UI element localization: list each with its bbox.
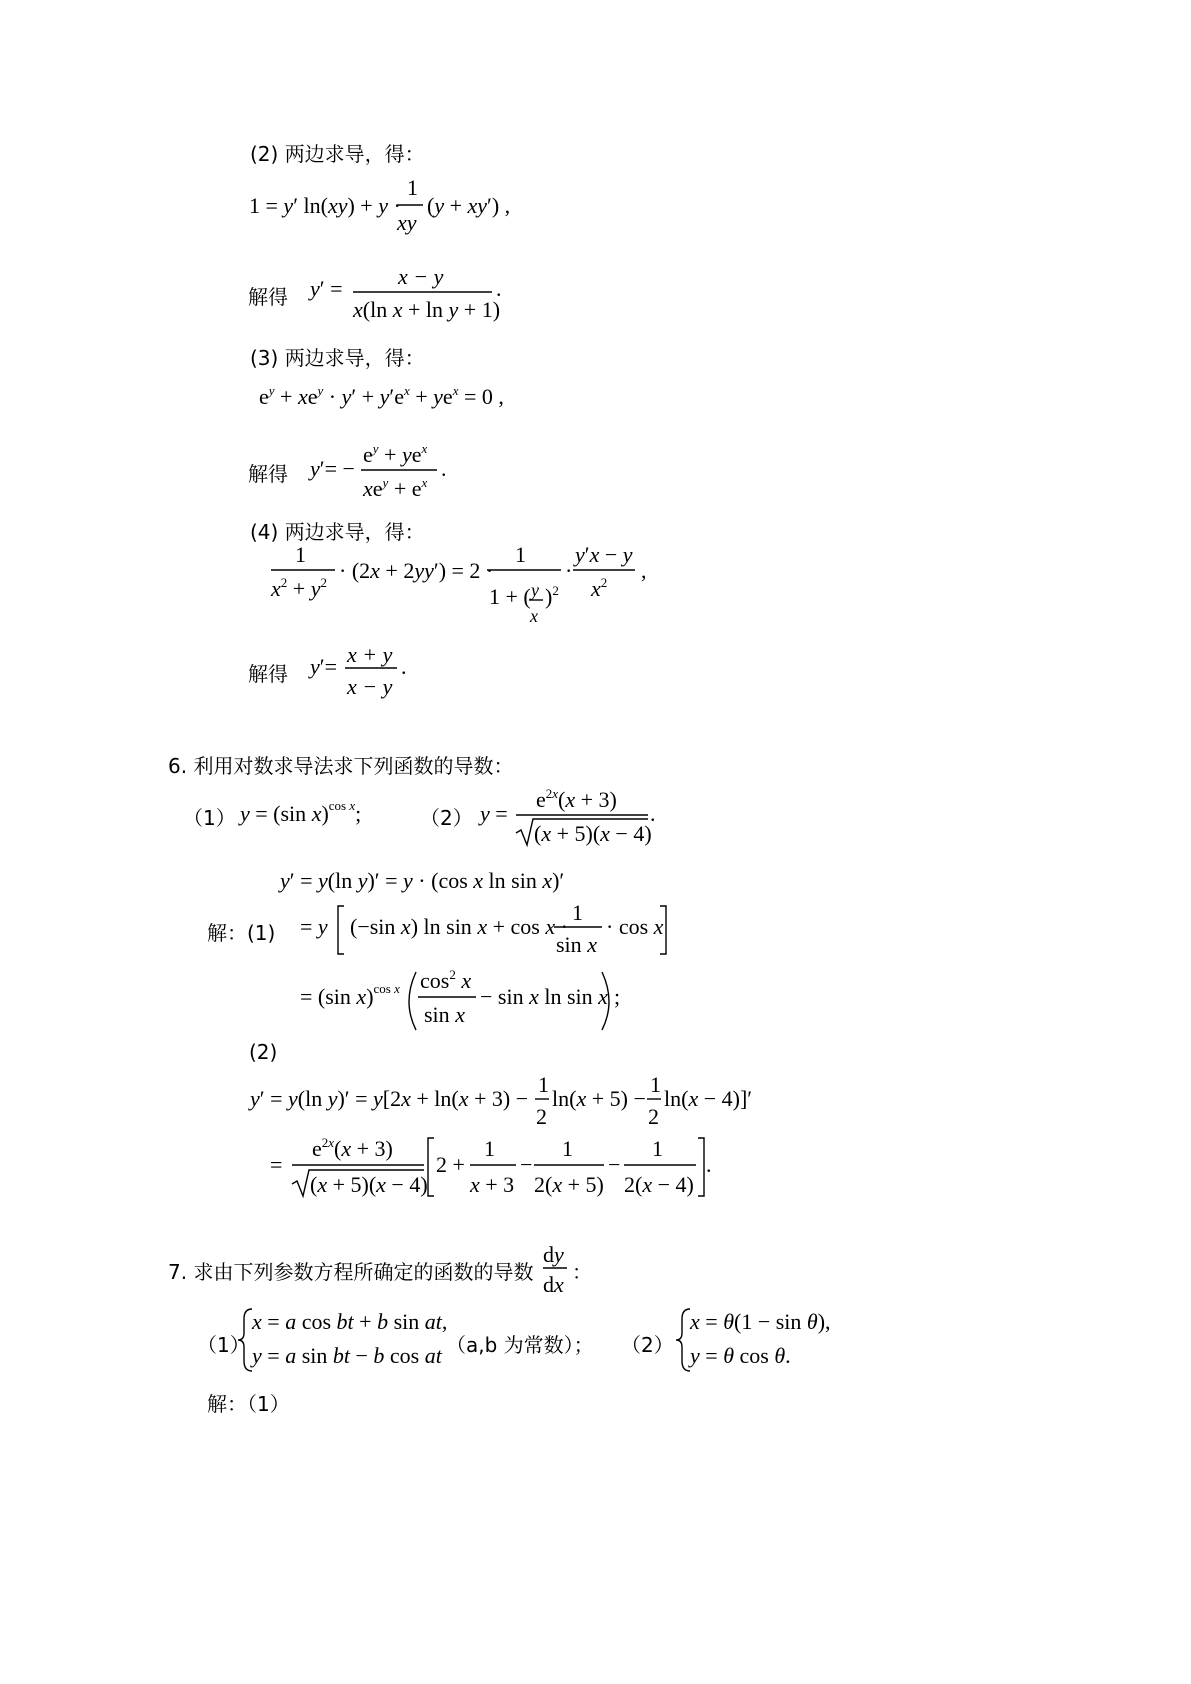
svg-text:· cos x: · cos x bbox=[606, 914, 664, 939]
svg-text:(−sin x) ln sin x + cos x ·: (−sin x) ln sin x + cos x · bbox=[350, 914, 568, 939]
dydx-fraction bbox=[541, 1240, 571, 1298]
svg-text:(y + xy′) ,: (y + xy′) , bbox=[427, 193, 511, 218]
svg-text:y′x − y: y′x − y bbox=[575, 542, 633, 567]
svg-text:dx: dx bbox=[543, 1272, 564, 1297]
svg-text:x − y: x − y bbox=[347, 674, 393, 699]
svg-text:2(x + 5): 2(x + 5) bbox=[534, 1172, 604, 1197]
svg-text:2 +: 2 + bbox=[436, 1152, 465, 1177]
svg-text:1: 1 bbox=[650, 1072, 661, 1097]
svg-text:x = θ(1 − sin θ),: x = θ(1 − sin θ), bbox=[690, 1309, 831, 1334]
sec6-solution-2-line-1 bbox=[246, 1072, 766, 1134]
svg-text:1: 1 bbox=[515, 542, 526, 567]
svg-text:.: . bbox=[441, 456, 447, 481]
sec7-solution-label: 解：（1） bbox=[207, 1392, 290, 1416]
svg-text:;: ; bbox=[614, 984, 621, 1009]
svg-text:dy: dy bbox=[543, 1242, 564, 1267]
sec6-item-2-label: （2） bbox=[420, 806, 473, 830]
svg-text:1 = y′ ln(xy) + y ·: 1 = y′ ln(xy) + y · bbox=[249, 193, 401, 218]
solve-label-2: 解得 bbox=[248, 285, 288, 309]
svg-text:1: 1 bbox=[484, 1136, 495, 1161]
svg-text:x: x bbox=[530, 606, 538, 626]
svg-text:x(ln x + ln y + 1): x(ln x + ln y + 1) bbox=[353, 297, 501, 322]
svg-text:.: . bbox=[401, 654, 407, 679]
svg-text:x − y: x − y bbox=[398, 264, 444, 289]
sec7-item-1-label: （1） bbox=[197, 1333, 250, 1357]
svg-text:e2x(x + 3): $e^{2x}(x + 3)$ bbox=[312, 1135, 393, 1161]
svg-text:y = θ cos θ.: y = θ cos θ. bbox=[690, 1343, 791, 1368]
solution-part-4 bbox=[305, 638, 425, 704]
svg-text:1 + (: 1 + ( bbox=[489, 584, 531, 609]
part-3-label: (3) 两边求导，得： bbox=[250, 346, 425, 370]
svg-text:ey + yex: $e^y + ye^x$ bbox=[363, 441, 428, 467]
svg-text:−: − bbox=[608, 1152, 621, 1177]
sec6-solution-1-line-2 bbox=[296, 896, 676, 962]
sec7-item-1-note: （a,b 为常数）； bbox=[446, 1333, 594, 1357]
svg-text:2: 2 bbox=[648, 1104, 659, 1129]
svg-text:x = a cos bt + b sin at,: x = a cos bt + b sin at, bbox=[252, 1309, 448, 1334]
svg-text:(x + 5)(x − 4): (x + 5)(x − 4) bbox=[534, 821, 652, 846]
solution-part-2 bbox=[305, 262, 515, 328]
svg-text:1: 1 bbox=[538, 1072, 549, 1097]
svg-text:·: · bbox=[565, 558, 573, 583]
svg-text:x2: $x^2$ bbox=[591, 575, 608, 601]
sec6-solution-1-line-3 bbox=[296, 964, 636, 1034]
svg-text:=: = bbox=[270, 1152, 283, 1177]
sec7-item-2-label: （2） bbox=[621, 1333, 674, 1357]
part-4-label: (4) 两边求导，得： bbox=[250, 520, 425, 544]
svg-text:xey + ex: $xe^y + e^x$ bbox=[363, 475, 428, 501]
svg-text:cos2 x: $\cos^2 x$ bbox=[420, 967, 472, 993]
svg-text:x + y: x + y bbox=[347, 642, 393, 667]
svg-text:.: . bbox=[650, 801, 656, 826]
sec6-item-1-label: （1） bbox=[183, 806, 236, 830]
svg-text:ln(x + 5) −: ln(x + 5) − bbox=[552, 1086, 646, 1111]
svg-text:sin x: sin x bbox=[424, 1002, 465, 1027]
svg-text:x + 3: x + 3 bbox=[470, 1172, 515, 1197]
svg-text:y =: y = bbox=[480, 801, 508, 826]
svg-text:sin x: sin x bbox=[556, 932, 597, 957]
svg-text:x2 + y2: $x^2 + y^2$ bbox=[271, 575, 327, 601]
sec6-solution-label: 解：(1) bbox=[207, 921, 276, 945]
svg-text:)2: )$^2$ bbox=[545, 583, 559, 609]
section-7-heading-suffix: ： bbox=[572, 1260, 592, 1284]
sec7-item-1-system bbox=[236, 1305, 446, 1375]
svg-text:y = (sin x)cos x;: y = (sin x)$^{cos x}$; bbox=[240, 798, 362, 826]
svg-text:1: 1 bbox=[407, 175, 418, 200]
solution-part-3 bbox=[305, 438, 465, 504]
svg-text:.: . bbox=[496, 276, 502, 301]
solve-label-3: 解得 bbox=[248, 462, 288, 486]
svg-text:y: y bbox=[531, 580, 539, 600]
svg-text:e2x(x + 3): $e^{2x}(x + 3)$ bbox=[536, 786, 617, 812]
solve-label-4: 解得 bbox=[248, 662, 288, 686]
svg-text:1: 1 bbox=[295, 542, 306, 567]
svg-text:y′ = y(ln y)′ = y · (cos x ln: y′ = y(ln y)′ = y · (cos x ln sin x)′ bbox=[280, 868, 565, 893]
svg-text:= y: = y bbox=[300, 914, 328, 939]
svg-text:ey + xey · y′ + y′ex + yex = 0: $e^y + xe^y \cdot y' + y'e^x + ye^x = 0$ , bbox=[259, 383, 504, 409]
equation-part-4 bbox=[265, 540, 655, 632]
svg-text:y′ =: y′ = bbox=[310, 276, 343, 301]
svg-text:y′= −: y′= − bbox=[310, 456, 355, 481]
svg-text:ln(x − 4)]′: ln(x − 4)]′ bbox=[664, 1086, 753, 1111]
svg-text:y = a sin bt − b cos at: y = a sin bt − b cos at bbox=[252, 1343, 442, 1368]
part-2-label: (2) 两边求导，得： bbox=[250, 142, 425, 166]
svg-text:· (2x + 2yy′) = 2 ·: · (2x + 2yy′) = 2 · bbox=[339, 558, 494, 583]
equation-part-2 bbox=[245, 175, 545, 245]
svg-text:−: − bbox=[520, 1152, 533, 1177]
svg-text:.: . bbox=[706, 1152, 712, 1177]
sec7-item-2-system bbox=[676, 1305, 846, 1375]
svg-text:xy: xy bbox=[397, 210, 417, 235]
svg-text:2: 2 bbox=[536, 1104, 547, 1129]
section-6-heading: 6. 利用对数求导法求下列函数的导数： bbox=[168, 754, 514, 778]
svg-text:(x + 5)(x − 4): (x + 5)(x − 4) bbox=[310, 1172, 428, 1197]
sec6-solution-2-line-2 bbox=[266, 1132, 736, 1204]
svg-text:y′ = y(ln y)′ = y[2x + ln(x +: y′ = y(ln y)′ = y[2x + ln(x + 3) − bbox=[250, 1086, 529, 1111]
svg-text:= (sin x)cos x: = (sin x)$^{cos x}$ bbox=[300, 981, 400, 1009]
equation-part-3 bbox=[255, 380, 535, 414]
svg-text:y′=: y′= bbox=[310, 654, 337, 679]
svg-text:1: 1 bbox=[652, 1136, 663, 1161]
section-7-heading: 7. 求由下列参数方程所确定的函数的导数 bbox=[168, 1260, 534, 1284]
sec6-item-1 bbox=[236, 795, 386, 831]
svg-text:,: , bbox=[641, 558, 647, 583]
svg-text:2(x − 4): 2(x − 4) bbox=[624, 1172, 694, 1197]
sec6-item-2 bbox=[476, 785, 676, 851]
svg-text:1: 1 bbox=[562, 1136, 573, 1161]
svg-text:1: 1 bbox=[572, 900, 583, 925]
svg-text:− sin x ln sin x: − sin x ln sin x bbox=[480, 984, 608, 1009]
sec6-solution-1-line-1 bbox=[276, 862, 586, 898]
sec6-solution-2-label: (2) bbox=[249, 1040, 278, 1064]
